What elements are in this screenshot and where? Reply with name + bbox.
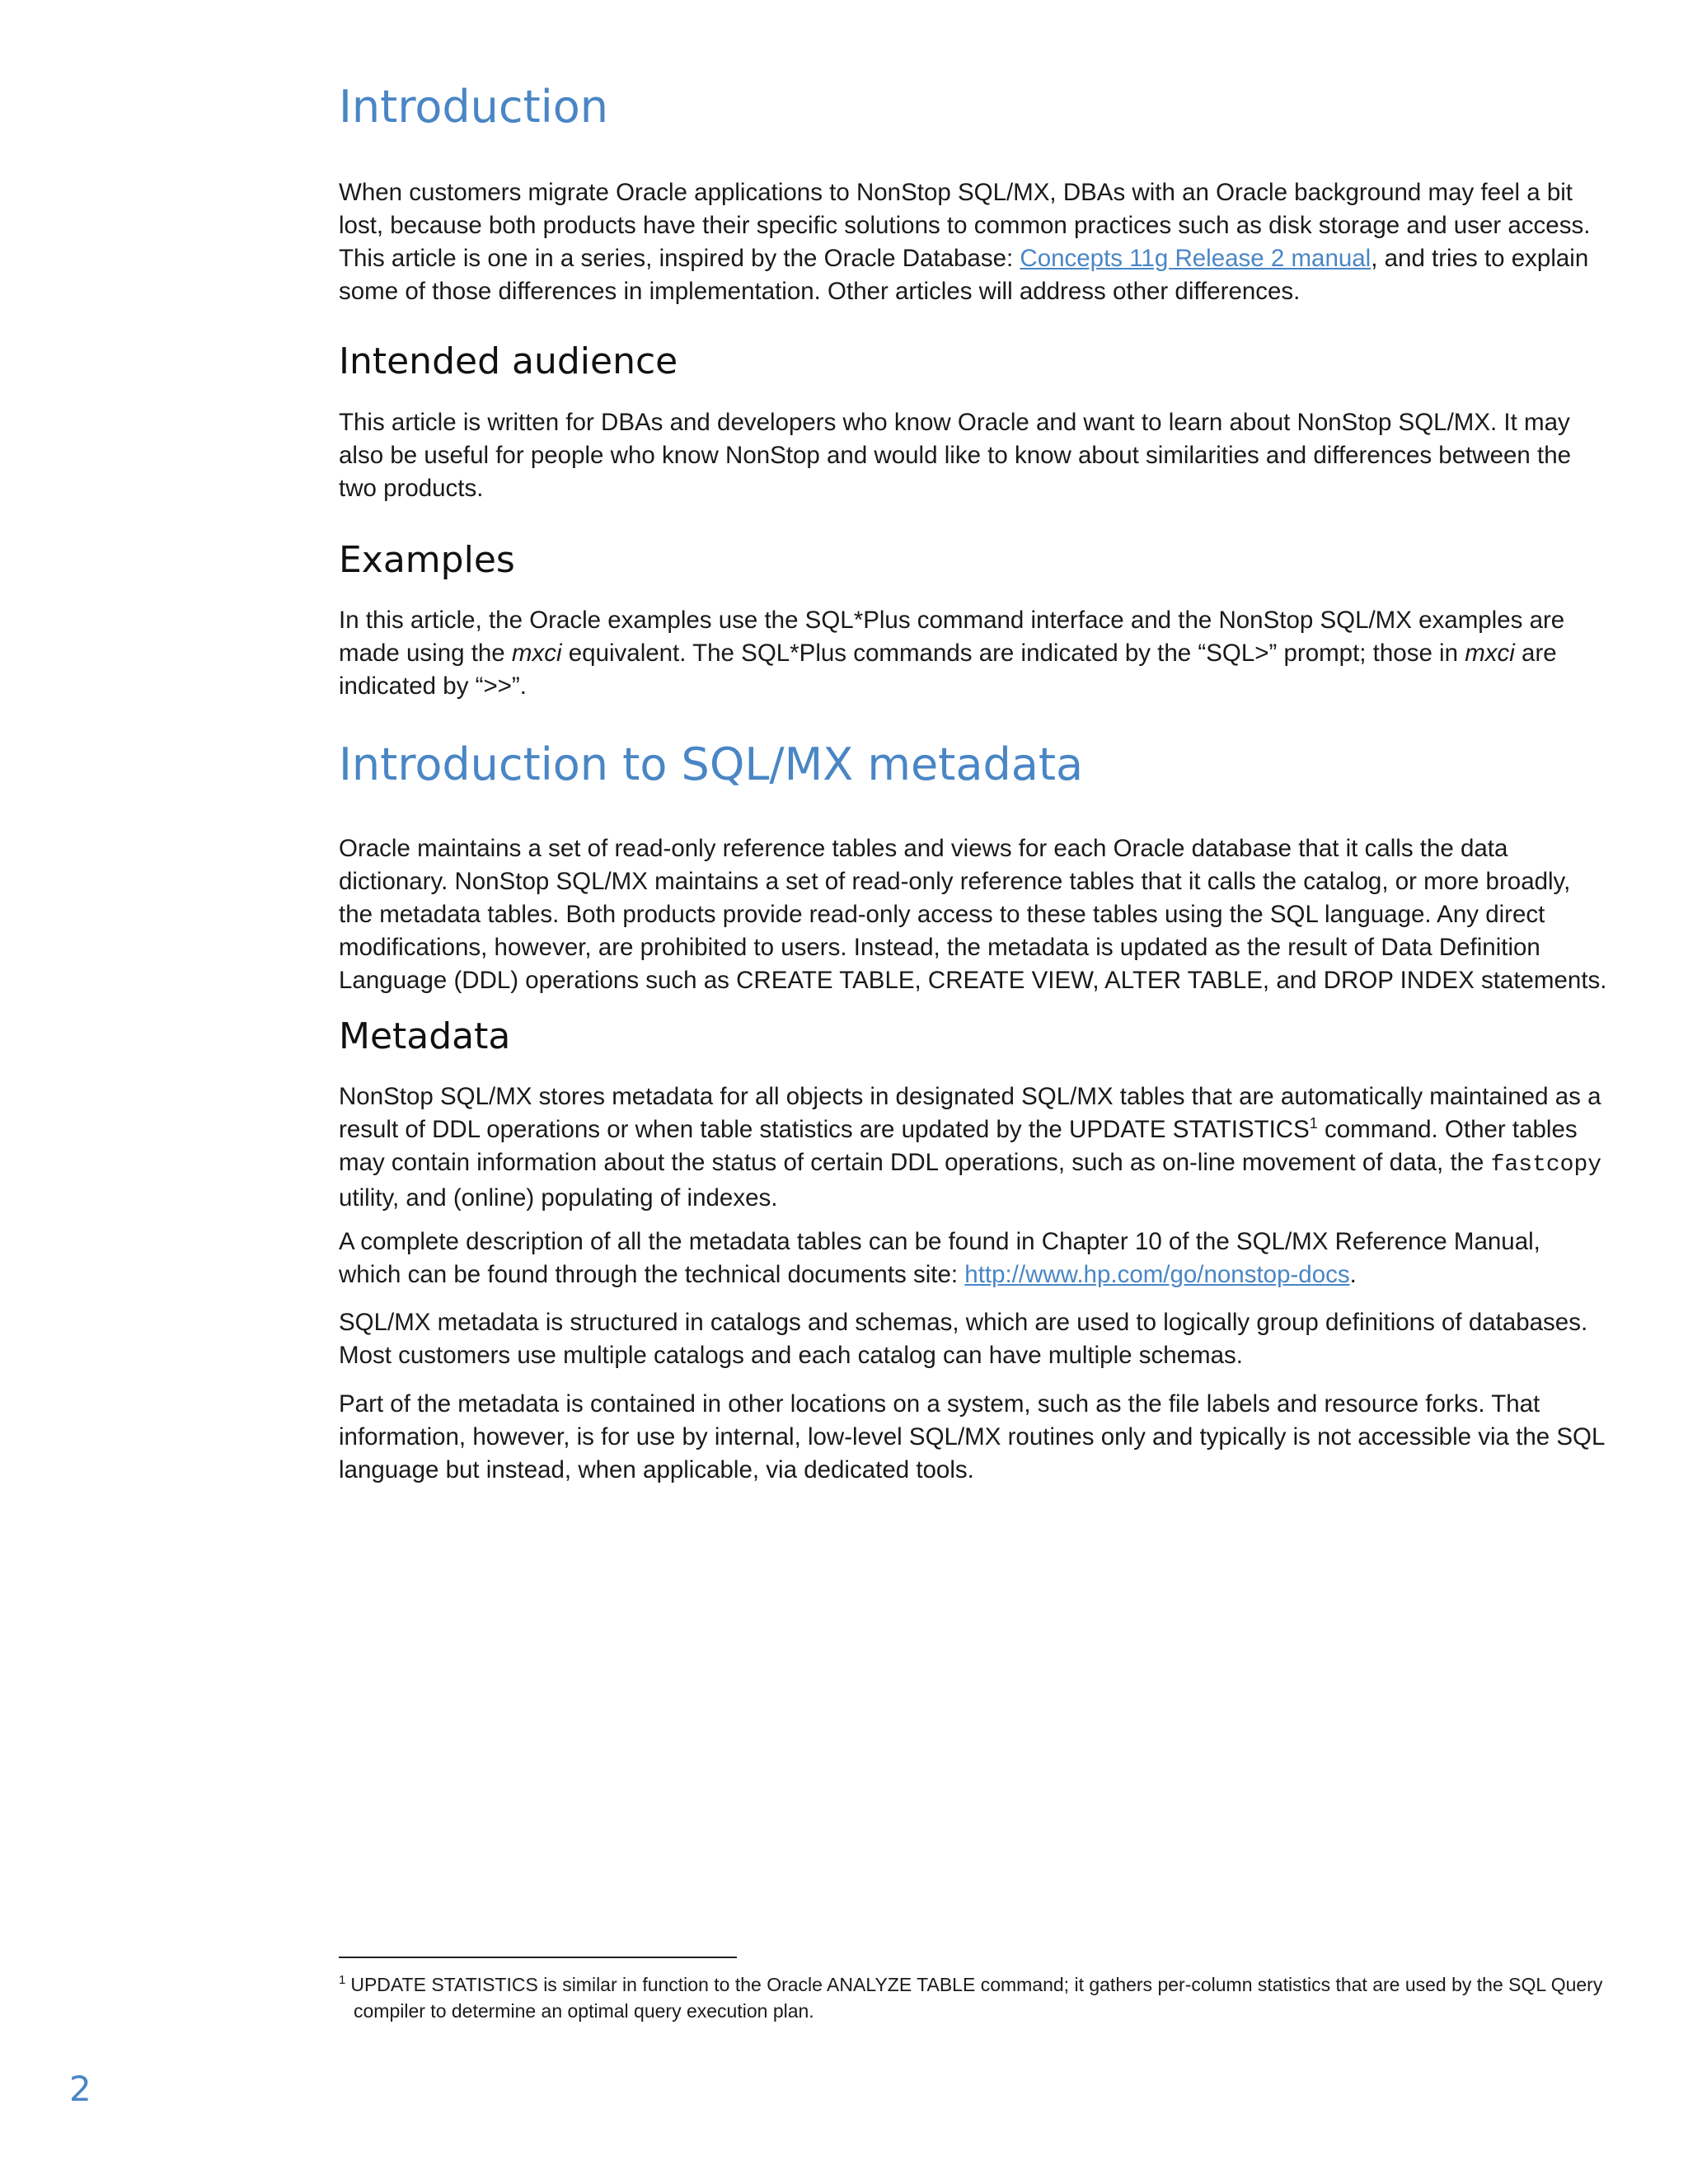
paragraph-text: command. Other tables may contain information about the status of certain DDL operations, such as on-line movement of data, the bbox=[339, 1116, 1578, 1176]
paragraph-text: , and tries to explain some of those differences in implementation. Other articles will address other differences. bbox=[339, 245, 1589, 305]
paragraph-text: utility, and (online) populating of indexes. bbox=[339, 1184, 778, 1212]
paragraph-introduction bbox=[339, 176, 1608, 308]
paragraph-metadata-2 bbox=[339, 1226, 1608, 1291]
footnote-separator bbox=[339, 1957, 737, 1958]
paragraph-text: When customers migrate Oracle applications to NonStop SQL/MX, DBAs with an Oracle background may feel a bit lost, because both products have their specific solutions to common practices such as disk storage and user access. This article is one in a series, inspired by the Oracle Database: bbox=[339, 179, 1591, 272]
heading-intended-audience: Intended audience bbox=[339, 340, 678, 382]
mxci-emphasis: mxci bbox=[511, 640, 562, 667]
paragraph-metadata-3: SQL/MX metadata is structured in catalogs and schemas, which are used to logically group definitions of databases. Most customers use multiple catalogs and each catalog can have multiple schemas. bbox=[339, 1309, 1588, 1369]
paragraph-text: are indicated by “>>”. bbox=[339, 640, 1557, 700]
page-number: 2 bbox=[69, 2069, 91, 2109]
paragraph-text: In this article, the Oracle examples use the SQL*Plus command interface and the NonStop SQL/MX examples are made using the bbox=[339, 607, 1565, 667]
paragraph-metadata-1 bbox=[339, 1080, 1608, 1215]
mxci-emphasis: mxci bbox=[1465, 640, 1515, 667]
footnote-line-1: UPDATE STATISTICS is similar in function to the Oracle ANALYZE TABLE command; it gathers per-column statistics that are used by the SQL Query bbox=[350, 1974, 1603, 1995]
footnote-reference[interactable]: 1 bbox=[1309, 1115, 1318, 1132]
heading-examples: Examples bbox=[339, 539, 515, 581]
paragraph-text: equivalent. The SQL*Plus commands are indicated by the “SQL>” prompt; those in bbox=[561, 640, 1465, 667]
heading-metadata: Metadata bbox=[339, 1015, 511, 1057]
paragraph-examples bbox=[339, 604, 1608, 703]
footnote-line-2: compiler to determine an optimal query execution plan. bbox=[354, 2000, 814, 2022]
paragraph-intro-sqlmx-metadata: Oracle maintains a set of read-only reference tables and views for each Oracle database that it calls the data dictionary. NonStop SQL/MX maintains a set of read-only reference tables that it calls the catalog, or more broadly, the metadata tables. Both products provide read-only access to these tables using the SQL language. Any direct modifications, however, are prohibited to users. Instead, the metadata is updated as the result of Data Definition Language (DDL) operations such as CREATE TABLE, CREATE VIEW, ALTER TABLE, and DROP INDEX statements. bbox=[339, 835, 1607, 994]
heading-introduction: Introduction bbox=[339, 81, 609, 133]
concepts-manual-link[interactable]: Concepts 11g Release 2 manual bbox=[1020, 245, 1372, 272]
paragraph-text: A complete description of all the metadata tables can be found in Chapter 10 of the SQL/MX Reference Manual, which can be found through the technical documents site: bbox=[339, 1228, 1540, 1288]
nonstop-docs-link[interactable]: http://www.hp.com/go/nonstop-docs bbox=[964, 1261, 1350, 1288]
footnote-mark: 1 bbox=[339, 1973, 346, 1988]
paragraph-text: . bbox=[1349, 1261, 1357, 1288]
footnote bbox=[339, 1971, 1608, 2024]
heading-intro-sqlmx-metadata: Introduction to SQL/MX metadata bbox=[339, 738, 1084, 790]
fastcopy-code: fastcopy bbox=[1490, 1152, 1602, 1178]
paragraph-text: NonStop SQL/MX stores metadata for all objects in designated SQL/MX tables that are automatically maintained as a result of DDL operations or when table statistics are updated by the UPDATE STATISTICS bbox=[339, 1083, 1601, 1143]
paragraph-metadata-4: Part of the metadata is contained in other locations on a system, such as the file labels and resource forks. That information, however, is for use by internal, low-level SQL/MX routines only and typically is not accessible via the SQL language but instead, when applicable, via dedicated tools. bbox=[339, 1390, 1605, 1483]
paragraph-intended-audience: This article is written for DBAs and developers who know Oracle and want to learn about NonStop SQL/MX. It may also be useful for people who know NonStop and would like to know about similarities and differences between the two products. bbox=[339, 409, 1572, 502]
